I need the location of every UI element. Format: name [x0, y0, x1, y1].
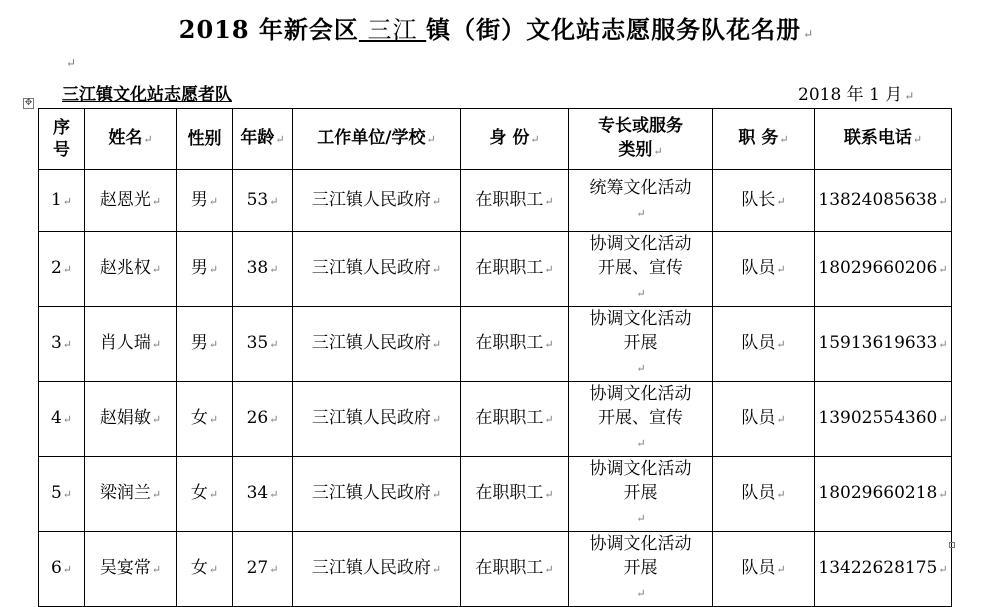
cell-no: 6↵: [39, 532, 85, 607]
cell-phone: 18029660218↵: [815, 457, 952, 532]
cell-no: 1↵: [39, 170, 85, 232]
cell-position: 队员↵: [713, 382, 815, 457]
header-position: 职 务↵: [713, 109, 815, 170]
table-resize-handle[interactable]: [949, 542, 955, 548]
cell-phone: 13422628175↵: [815, 532, 952, 607]
table-row: [39, 382, 952, 457]
cell-identity: 在职职工↵: [461, 307, 569, 382]
header-specialty: 专长或服务 类别↵: [569, 109, 713, 170]
cell-position: 队员↵: [713, 307, 815, 382]
cell-age: 35↵: [233, 307, 293, 382]
cell-name: 赵兆权↵: [85, 232, 177, 307]
cell-gender: 女↵: [177, 382, 233, 457]
header-no: 序号: [39, 109, 85, 170]
cell-gender: 男↵: [177, 232, 233, 307]
cell-no: 2↵: [39, 232, 85, 307]
cell-position: 队员↵: [713, 457, 815, 532]
table-move-handle-icon[interactable]: ✥: [24, 98, 33, 108]
cell-position: 队员↵: [713, 232, 815, 307]
paragraph-mark-icon: ↵: [66, 56, 77, 70]
cell-identity: 在职职工↵: [461, 457, 569, 532]
cell-age: 38↵: [233, 232, 293, 307]
cell-workplace: 三江镇人民政府↵: [293, 307, 461, 382]
table-row: [39, 232, 952, 307]
header-age: 年龄↵: [233, 109, 293, 170]
cell-name: 梁润兰↵: [85, 457, 177, 532]
cell-gender: 女↵: [177, 532, 233, 607]
header-workplace: 工作单位/学校↵: [293, 109, 461, 170]
cell-specialty: 协调文化活动 开展、宣传 ↵: [569, 382, 713, 457]
table-row: [39, 532, 952, 607]
cell-gender: 男↵: [177, 307, 233, 382]
header-name: 姓名↵: [85, 109, 177, 170]
cell-name: 吴宴常↵: [85, 532, 177, 607]
title-town: 三江: [358, 16, 427, 44]
cell-age: 53↵: [233, 170, 293, 232]
cell-age: 26↵: [233, 382, 293, 457]
title-suffix: 镇（街）文化站志愿服务队花名册: [426, 15, 802, 44]
cell-workplace: 三江镇人民政府↵: [293, 382, 461, 457]
cell-specialty: 统筹文化活动 ↵: [569, 170, 713, 232]
cell-specialty: 协调文化活动 开展 ↵: [569, 457, 713, 532]
table-row: [39, 457, 952, 532]
document-date: 2018 年 1 月 ↵: [798, 85, 915, 105]
paragraph-mark-icon: ↵: [803, 27, 815, 41]
cell-name: 赵娟敏↵: [85, 382, 177, 457]
volunteer-roster-table: [38, 108, 952, 607]
cell-no: 4↵: [39, 382, 85, 457]
table-row: [39, 307, 952, 382]
cell-gender: 女↵: [177, 457, 233, 532]
cell-age: 27↵: [233, 532, 293, 607]
table-header-row: [39, 109, 952, 170]
cell-workplace: 三江镇人民政府↵: [293, 170, 461, 232]
cell-no: 3↵: [39, 307, 85, 382]
cell-no: 5↵: [39, 457, 85, 532]
header-gender: 性别: [177, 109, 233, 170]
cell-workplace: 三江镇人民政府↵: [293, 532, 461, 607]
cell-position: 队员↵: [713, 532, 815, 607]
cell-identity: 在职职工↵: [461, 232, 569, 307]
title-prefix: 2018 年新会区: [178, 15, 359, 44]
cell-workplace: 三江镇人民政府↵: [293, 457, 461, 532]
cell-phone: 15913619633↵: [815, 307, 952, 382]
cell-workplace: 三江镇人民政府↵: [293, 232, 461, 307]
cell-specialty: 协调文化活动 开展 ↵: [569, 532, 713, 607]
cell-position: 队长↵: [713, 170, 815, 232]
team-name: 三江镇文化站志愿者队: [62, 85, 232, 105]
cell-phone: 13902554360↵: [815, 382, 952, 457]
cell-identity: 在职职工↵: [461, 532, 569, 607]
table-row: [39, 170, 952, 232]
cell-specialty: 协调文化活动 开展、宣传 ↵: [569, 232, 713, 307]
cell-age: 34↵: [233, 457, 293, 532]
cell-identity: 在职职工↵: [461, 382, 569, 457]
cell-name: 赵恩光↵: [85, 170, 177, 232]
cell-name: 肖人瑞↵: [85, 307, 177, 382]
cell-phone: 18029660206↵: [815, 232, 952, 307]
cell-identity: 在职职工↵: [461, 170, 569, 232]
header-identity: 身 份↵: [461, 109, 569, 170]
header-phone: 联系电话↵: [815, 109, 952, 170]
cell-phone: 13824085638↵: [815, 170, 952, 232]
cell-gender: 男↵: [177, 170, 233, 232]
document-title: [0, 10, 993, 45]
cell-specialty: 协调文化活动 开展 ↵: [569, 307, 713, 382]
